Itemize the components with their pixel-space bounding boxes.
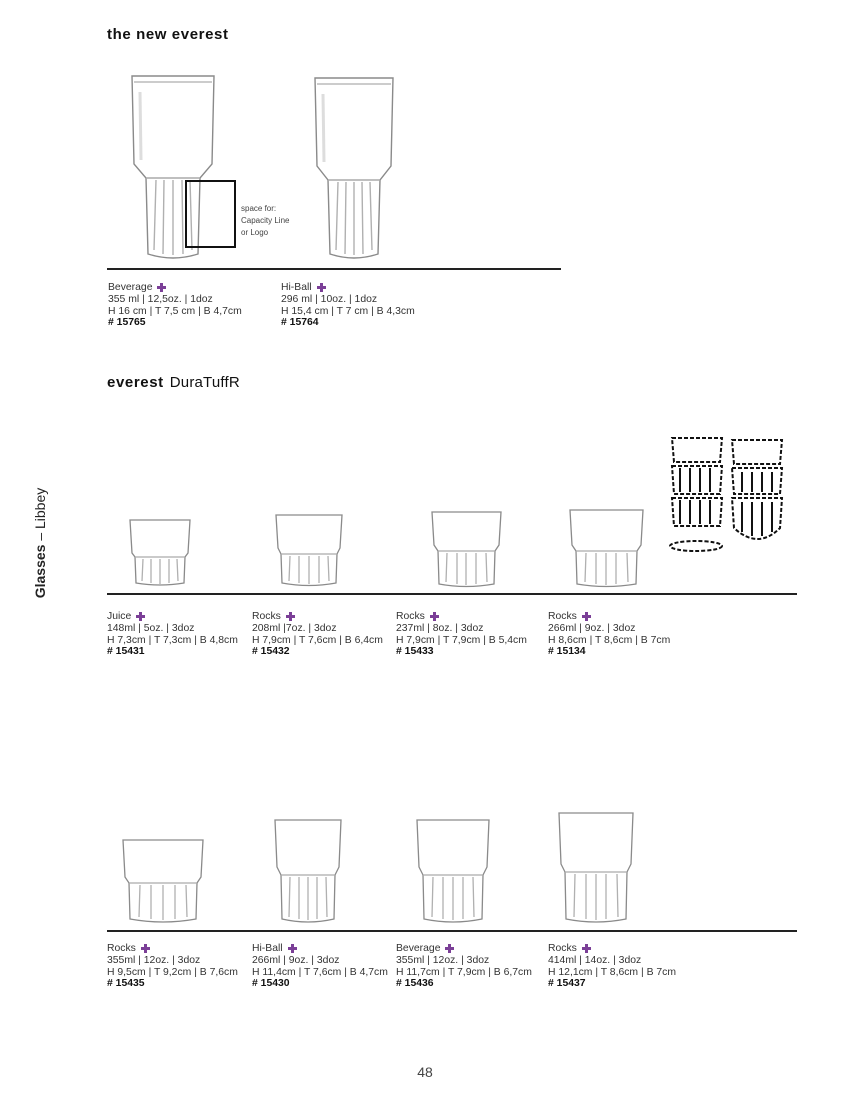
product-capacity: 355ml | 12oz. | 3doz [396, 954, 490, 966]
plus-icon [445, 944, 454, 953]
page-number: 48 [417, 1064, 433, 1080]
glass-image-rocks-15437 [556, 810, 636, 925]
plus-icon [288, 944, 297, 953]
product-dimensions: H 7,3cm | T 7,3cm | B 4,8cm [107, 634, 238, 646]
product-dimensions: H 15,4 cm | T 7 cm | B 4,3cm [281, 305, 415, 317]
section-title-sub: DuraTuffR [169, 374, 240, 391]
product-number: # 15432 [252, 646, 290, 658]
product-name-row [107, 943, 238, 955]
glass-image-rocks-15435 [120, 837, 206, 925]
product-number: # 15436 [396, 978, 434, 990]
product-dimensions: H 11,4cm | T 7,6cm | B 4,7cm [252, 966, 388, 978]
product-capacity: 266ml | 9oz. | 3doz [548, 622, 636, 634]
product-capacity: 208ml |7oz. | 3doz [252, 622, 337, 634]
product-dimensions: H 16 cm | T 7,5 cm | B 4,7cm [108, 305, 242, 317]
product-name: Rocks [548, 611, 577, 622]
product-number: # 15764 [281, 317, 319, 329]
product-dimensions: H 7,9cm | T 7,6cm | B 6,4cm [252, 634, 383, 646]
glass-image-beverage-15436 [414, 817, 492, 925]
logo-placeholder-note [241, 203, 289, 239]
logo-placeholder-box [185, 180, 236, 248]
product-name: Hi-Ball [252, 943, 283, 954]
product-info-15765 [108, 282, 242, 329]
product-name: Rocks [396, 611, 425, 622]
shelf-line [107, 593, 797, 595]
glass-image-rocks-15432 [273, 512, 345, 588]
product-name: Hi-Ball [281, 282, 312, 293]
product-name-row [396, 943, 532, 955]
logo-note-line: space for: [241, 204, 277, 213]
product-info-15431 [107, 611, 238, 658]
section-title-bold: everest [107, 374, 164, 391]
product-capacity: 266ml | 9oz. | 3doz [252, 954, 340, 966]
product-info-15430 [252, 943, 388, 990]
product-name-row [396, 611, 527, 623]
product-number: # 15765 [108, 317, 146, 329]
glass-image-hiball-15430 [272, 817, 344, 925]
product-dimensions: H 11,7cm | T 7,9cm | B 6,7cm [396, 966, 532, 978]
product-capacity: 237ml | 8oz. | 3doz [396, 622, 484, 634]
product-info-15435 [107, 943, 238, 990]
product-dimensions: H 8,6cm | T 8,6cm | B 7cm [548, 634, 671, 646]
logo-note-line: Capacity Line [241, 216, 290, 225]
plus-icon [141, 944, 150, 953]
product-name: Beverage [396, 943, 441, 954]
plus-icon [582, 944, 591, 953]
product-dimensions: H 12,1cm | T 8,6cm | B 7cm [548, 966, 677, 978]
product-dimensions: H 7,9cm | T 7,9cm | B 5,4cm [396, 634, 527, 646]
section-title-bold: the new everest [107, 26, 229, 43]
logo-note-line: or Logo [241, 228, 269, 237]
product-number: # 15437 [548, 978, 586, 990]
stacked-glasses-image [668, 432, 786, 554]
product-info-15134 [548, 611, 670, 658]
product-name-row [548, 943, 676, 955]
product-name: Juice [107, 611, 132, 622]
glass-image-rocks-15433 [429, 509, 504, 589]
product-name-row [107, 611, 238, 623]
plus-icon [582, 612, 591, 621]
product-number: # 15435 [107, 978, 145, 990]
product-info-15436 [396, 943, 532, 990]
product-number: # 15431 [107, 646, 145, 658]
plus-icon [157, 283, 166, 292]
plus-icon [286, 612, 295, 621]
product-capacity: 148ml | 5oz. | 3doz [107, 622, 195, 634]
product-info-15764 [281, 282, 415, 329]
product-number: # 15430 [252, 978, 290, 990]
product-capacity: 296 ml | 10oz. | 1doz [281, 293, 378, 305]
product-name-row [281, 282, 415, 294]
product-info-15437 [548, 943, 676, 990]
side-label-rest: – Libbey [32, 487, 48, 545]
product-name-row [252, 943, 388, 955]
section-title-everest-duratuff [107, 374, 240, 391]
glass-image-rocks-15134 [567, 507, 646, 589]
product-name: Rocks [252, 611, 281, 622]
shelf-line [107, 930, 797, 932]
shelf-line [107, 268, 561, 270]
side-category-label [32, 463, 48, 623]
product-name-row [548, 611, 670, 623]
product-dimensions: H 9,5cm | T 9,2cm | B 7,6cm [107, 966, 238, 978]
product-info-15432 [252, 611, 383, 658]
product-capacity: 414ml | 14oz. | 3doz [548, 954, 642, 966]
product-name: Beverage [108, 282, 153, 293]
section-title-new-everest [107, 26, 229, 43]
product-name: Rocks [107, 943, 136, 954]
product-name: Rocks [548, 943, 577, 954]
product-capacity: 355 ml | 12,5oz. | 1doz [108, 293, 213, 305]
product-info-15433 [396, 611, 527, 658]
plus-icon [317, 283, 326, 292]
plus-icon [136, 612, 145, 621]
side-label-bold: Glasses [32, 544, 48, 599]
glass-image-juice-15431 [127, 517, 193, 587]
product-number: # 15433 [396, 646, 434, 658]
product-number: # 15134 [548, 646, 586, 658]
product-capacity: 355ml | 12oz. | 3doz [107, 954, 201, 966]
glass-image-hiball-15764 [310, 74, 398, 262]
product-name-row [252, 611, 383, 623]
plus-icon [430, 612, 439, 621]
product-name-row [108, 282, 242, 294]
